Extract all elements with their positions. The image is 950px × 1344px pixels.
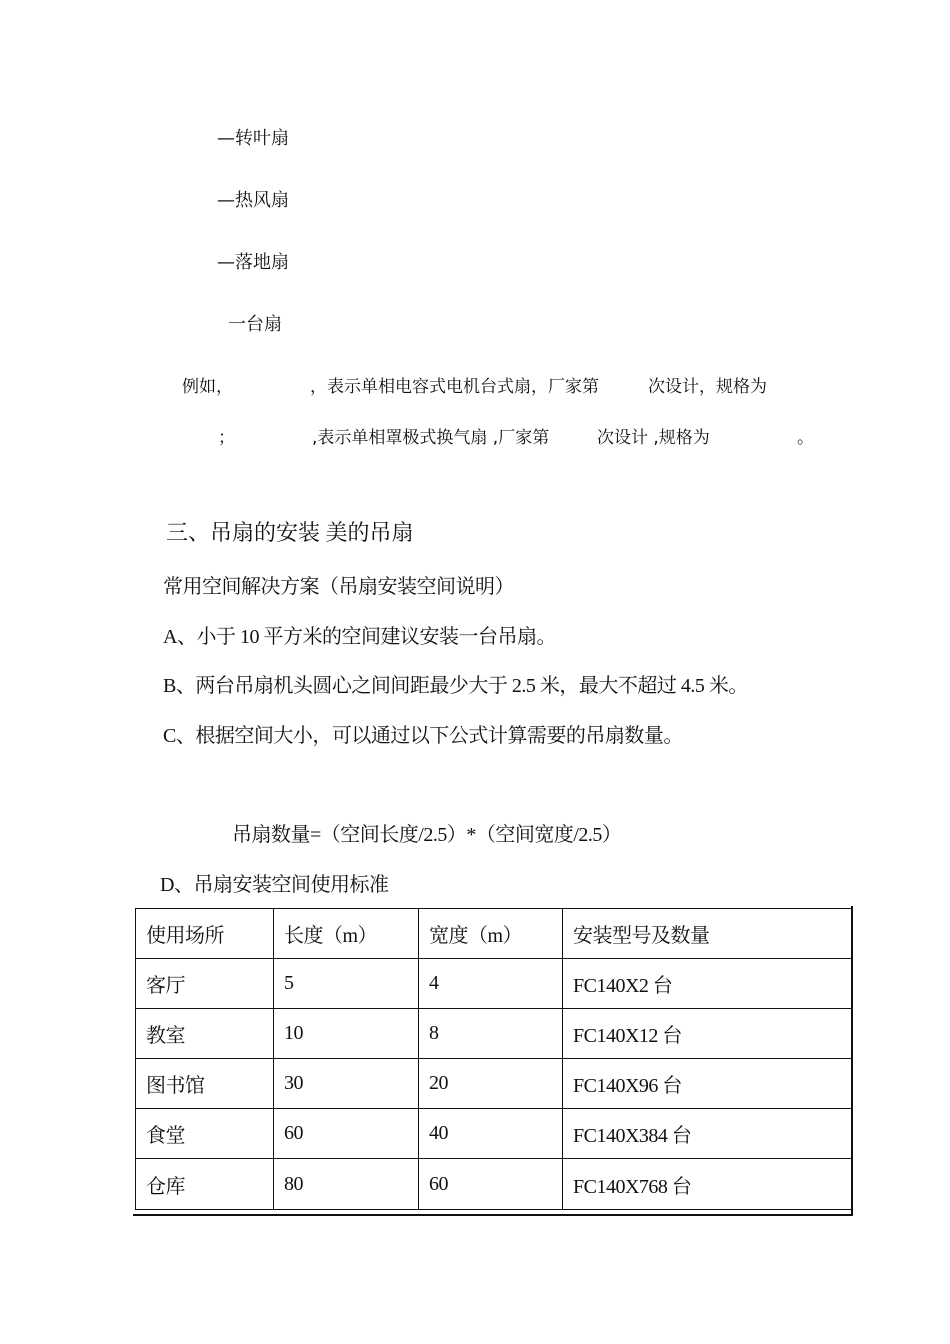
table-cell-length: 10 bbox=[274, 1009, 419, 1059]
example-times: 次设计 ,规格为 bbox=[597, 428, 710, 448]
table-header-cell: 安装型号及数量 bbox=[563, 909, 852, 959]
example-end: 。 bbox=[797, 428, 814, 448]
table-cell-width: 4 bbox=[419, 959, 563, 1009]
table-cell-width: 8 bbox=[419, 1009, 563, 1059]
fan-type-item: —转叶扇 bbox=[217, 128, 289, 149]
table-cell-model: FC140X2 台 bbox=[563, 959, 852, 1009]
table-cell-model: FC140X96 台 bbox=[563, 1059, 852, 1109]
table-cell-model: FC140X768 台 bbox=[563, 1159, 852, 1210]
fan-type-item: —热风扇 bbox=[217, 190, 289, 211]
point-d: D、吊扇安装空间使用标准 bbox=[160, 874, 389, 896]
table-cell-model: FC140X12 台 bbox=[563, 1009, 852, 1059]
table-cell-model: FC140X384 台 bbox=[563, 1109, 852, 1159]
section-subtitle: 常用空间解决方案（吊扇安装空间说明） bbox=[163, 576, 514, 598]
point-a: A、小于 10 平方米的空间建议安装一台吊扇。 bbox=[163, 626, 556, 648]
table-cell-place: 食堂 bbox=[136, 1109, 274, 1159]
table-cell-length: 5 bbox=[274, 959, 419, 1009]
table-cell-width: 40 bbox=[419, 1109, 563, 1159]
table-cell-length: 30 bbox=[274, 1059, 419, 1109]
example-description: ,表示单相罩极式换气扇 ,厂家第 bbox=[312, 428, 550, 448]
table-cell-place: 教室 bbox=[136, 1009, 274, 1059]
section-title: 三、吊扇的安装 美的吊扇 bbox=[166, 520, 414, 545]
example-description: ，表示单相电容式电机台式扇，厂家第 bbox=[310, 377, 599, 397]
table-cell-length: 80 bbox=[274, 1159, 419, 1210]
table-row bbox=[136, 1109, 852, 1159]
table-header-cell: 长度（m） bbox=[274, 909, 419, 959]
table-row bbox=[136, 959, 852, 1009]
table-row bbox=[136, 1009, 852, 1059]
table-cell-place: 仓库 bbox=[136, 1159, 274, 1210]
table-row bbox=[136, 1159, 852, 1210]
table-header-cell: 使用场所 bbox=[136, 909, 274, 959]
point-b: B、两台吊扇机头圆心之间间距最少大于 2.5 米，最大不超过 4.5 米。 bbox=[163, 675, 748, 697]
usage-table bbox=[135, 908, 852, 1210]
example-prefix: 例如， bbox=[182, 377, 233, 397]
table-cell-width: 60 bbox=[419, 1159, 563, 1210]
table-row bbox=[136, 1059, 852, 1109]
example-times: 次设计，规格为 bbox=[648, 377, 767, 397]
fan-type-item: —落地扇 bbox=[217, 252, 289, 273]
formula: 吊扇数量=（空间长度/2.5）*（空间宽度/2.5） bbox=[232, 824, 622, 846]
table-header-cell: 宽度（m） bbox=[419, 909, 563, 959]
table-cell-width: 20 bbox=[419, 1059, 563, 1109]
fan-type-item: 一台扇 bbox=[228, 314, 282, 335]
point-c: C、根据空间大小，可以通过以下公式计算需要的吊扇数量。 bbox=[163, 725, 683, 747]
table-cell-place: 客厅 bbox=[136, 959, 274, 1009]
table-header-row bbox=[136, 909, 852, 959]
table-cell-place: 图书馆 bbox=[136, 1059, 274, 1109]
table-cell-length: 60 bbox=[274, 1109, 419, 1159]
example-prefix: ； bbox=[218, 428, 235, 448]
